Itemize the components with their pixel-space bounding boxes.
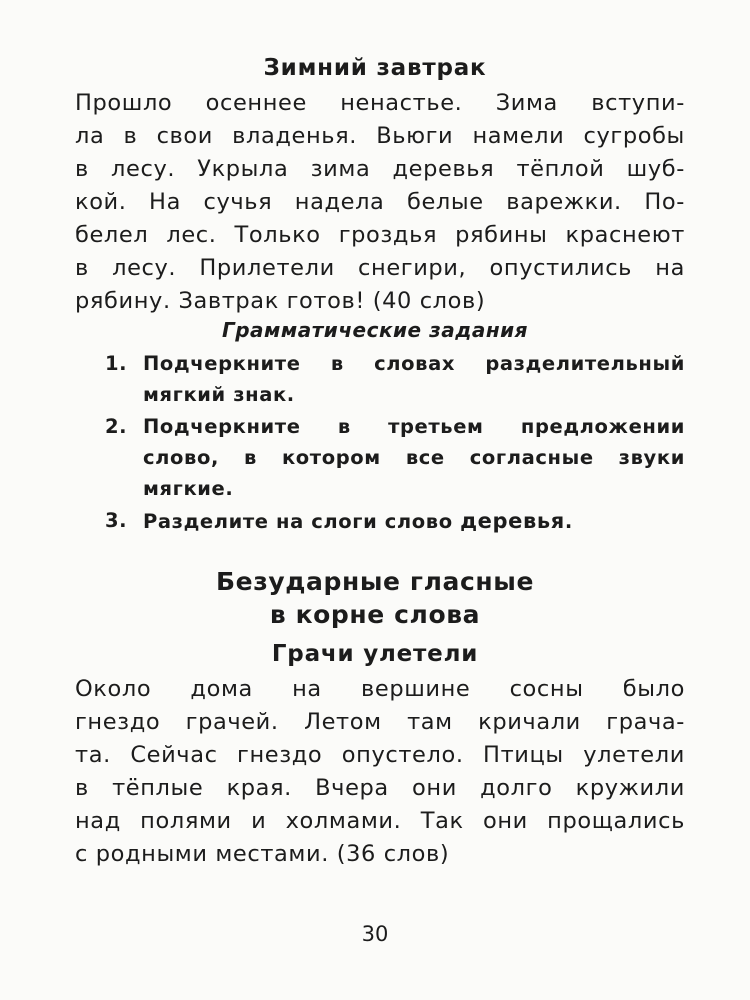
text-line: в тёплые края. Вчера они долго кружили	[75, 775, 685, 801]
text-line-last: рябину. Завтрак готов! (40 слов)	[75, 288, 486, 314]
section-heading-line-1: Безударные гласные	[215, 567, 535, 596]
tasks-heading: Грамматические задания	[221, 318, 529, 342]
text-line: в лесу. Прилетели снегири, опустились на	[75, 255, 685, 281]
task-line: слово, в котором все согласные звуки	[143, 446, 685, 469]
text-line: гнездо грачей. Летом там кричали грача-	[75, 709, 685, 735]
task-line: Подчеркните в словах разделительный	[143, 352, 685, 375]
task-line: Подчеркните в третьем предложении	[143, 415, 685, 438]
story-title-rooks: Грачи улетели	[271, 641, 479, 667]
text-line: ла в свои владенья. Вьюги намели сугробы	[75, 123, 685, 149]
text-line: белел лес. Только гроздья рябины краснеют	[75, 222, 685, 248]
text-line: Около дома на вершине сосны было	[75, 676, 685, 702]
text-line: над полями и холмами. Так они прощались	[75, 808, 685, 834]
text-line: та. Сейчас гнездо опустело. Птицы улетели	[75, 742, 685, 768]
task-number: 2.	[105, 415, 128, 438]
text-line: кой. На сучья надела белые варежки. По-	[75, 189, 685, 215]
text-line-last: с родными местами. (36 слов)	[75, 841, 450, 867]
section-heading-line-2: в корне слова	[269, 600, 481, 629]
text-line: Прошло осеннее ненастье. Зима вступи-	[75, 90, 685, 116]
story-title-winter-breakfast: Зимний завтрак	[263, 55, 487, 81]
task-line-last: мягкий знак.	[143, 383, 295, 406]
task-line: Разделите на слоги слово деревья.	[143, 509, 573, 533]
task-number: 3.	[105, 509, 128, 532]
task-line-last: мягкие.	[143, 477, 234, 500]
task-keyword: деревья	[460, 509, 565, 533]
task-number: 1.	[105, 352, 128, 375]
text-line: в лесу. Укрыла зима деревья тёплой шуб-	[75, 156, 685, 182]
page-number: 30	[361, 922, 389, 946]
